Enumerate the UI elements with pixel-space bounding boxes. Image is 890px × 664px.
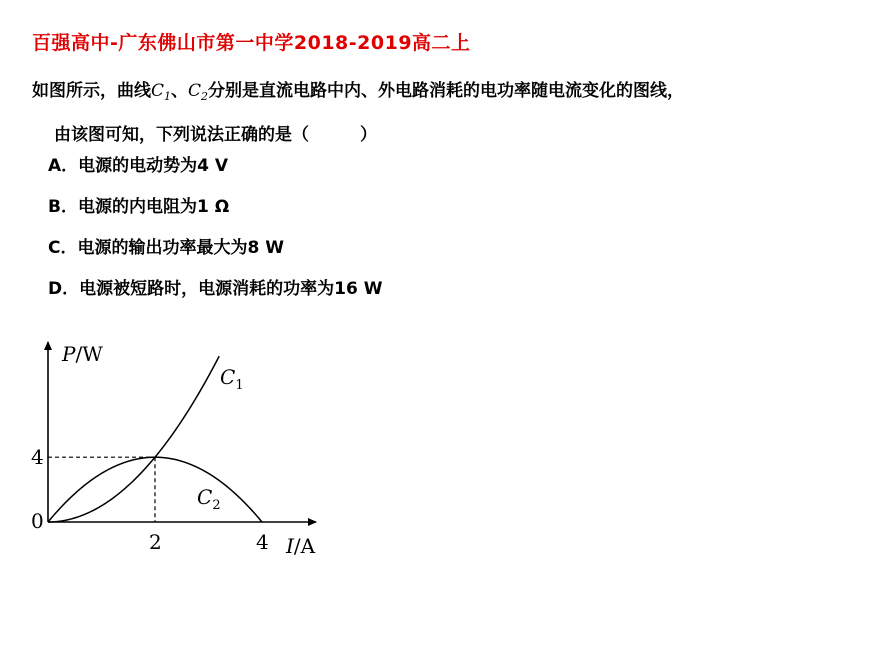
option-letter: B． (48, 197, 78, 217)
option-c[interactable] (48, 228, 382, 269)
curve-c1-label: $C_1$ (220, 365, 244, 393)
option-letter: C． (48, 238, 78, 258)
option-letter: A． (48, 156, 79, 176)
x-tick-label: 4 (256, 530, 269, 554)
curve-c1-symbol: $C_1$ (151, 81, 172, 103)
curve-c2-symbol: $C_2$ (188, 81, 209, 103)
x-tick-label: 2 (149, 530, 162, 554)
exam-source-header: 百强高中-广东佛山市第一中学2018-2019高二上 (32, 32, 471, 54)
question-text-line2: 由该图可知，下列说法正确的是（ ） (54, 125, 377, 145)
option-text: 电源被短路时，电源消耗的功率为16 W (79, 279, 383, 299)
option-d[interactable] (48, 269, 382, 310)
x-axis-label: I/A (286, 534, 316, 558)
option-text: 电源的电动势为4 V (78, 156, 229, 176)
answer-options (48, 146, 382, 310)
option-text: 电源的内电阻为1 Ω (77, 197, 230, 217)
origin-label: 0 (31, 509, 44, 533)
question-text-part2: 分别是直流电路中内、外电路消耗的电功率随电流变化的图线， (208, 81, 685, 101)
curve-c1 (48, 356, 219, 522)
question-stem (32, 72, 882, 154)
power-current-graph (0, 330, 360, 570)
option-b[interactable] (48, 187, 382, 228)
option-letter: D． (48, 279, 80, 299)
y-axis-label: P/W (62, 342, 103, 366)
option-a[interactable] (48, 146, 382, 187)
question-text-part1: 如图所示，曲线 (32, 81, 151, 101)
y-tick-label: 4 (31, 445, 44, 470)
separator: 、 (171, 81, 189, 101)
curve-c2-label: $C_2$ (197, 485, 221, 513)
option-text: 电源的输出功率最大为8 W (77, 238, 284, 258)
